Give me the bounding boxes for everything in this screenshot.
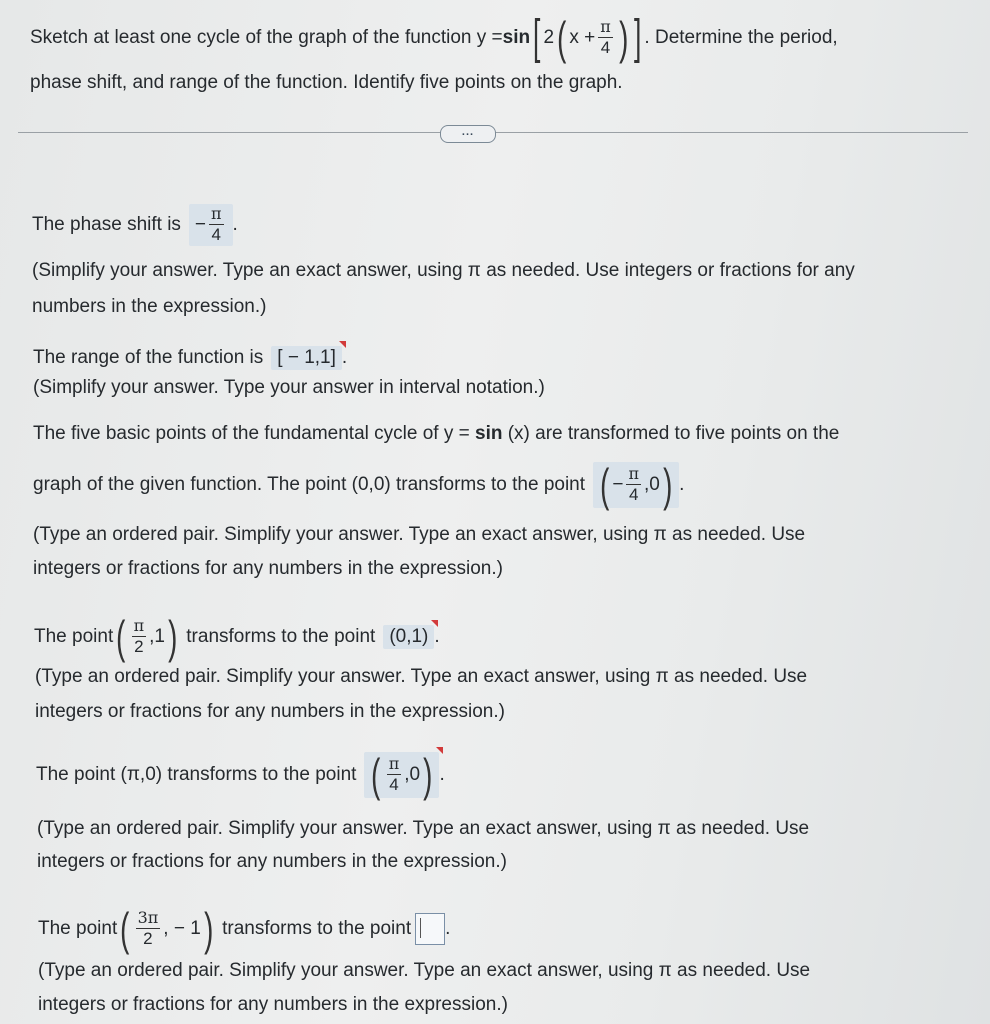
range-label: The range of the function is xyxy=(33,347,264,368)
point4-answer-input[interactable] xyxy=(415,913,445,945)
function-coefficient: 2 xyxy=(543,27,555,48)
point3-hint-2: integers or fractions for any numbers in the expression.) xyxy=(37,851,507,872)
point1-line xyxy=(33,459,685,511)
left-paren: ( xyxy=(120,903,130,955)
point2-source-fraction xyxy=(132,618,147,656)
left-paren: ( xyxy=(557,12,567,64)
question-intro-end: . Determine the period, xyxy=(644,27,838,48)
feedback-flag-icon xyxy=(436,747,443,754)
point2-hint-2: integers or fractions for any numbers in the expression.) xyxy=(35,701,505,722)
point4-source-tail: , − 1 xyxy=(163,918,201,939)
left-bracket: [ xyxy=(533,11,541,64)
phase-shift-answer[interactable] xyxy=(189,204,233,246)
range-line xyxy=(33,346,347,370)
phase-shift-line xyxy=(32,204,238,246)
five-points-intro-a: The five basic points of the fundamental cycle of y = xyxy=(33,423,475,444)
question-line-1 xyxy=(30,11,838,64)
range-end: . xyxy=(341,347,348,368)
right-paren: ) xyxy=(423,749,433,801)
point2-source-numerator: π xyxy=(133,616,145,636)
phase-shift-fraction xyxy=(209,206,224,244)
right-paren: ) xyxy=(662,459,673,511)
point4-end: . xyxy=(445,918,451,939)
point3-fraction xyxy=(387,756,402,794)
question-line-2: phase shift, and range of the function. Identify five points on the graph. xyxy=(30,72,623,93)
left-paren: ( xyxy=(600,459,610,511)
point2-answer-value: (0,1) xyxy=(389,626,429,647)
point2-source-denominator: 2 xyxy=(134,636,144,656)
point2-end: . xyxy=(434,626,440,647)
point1-hint-2: integers or fractions for any numbers in the expression.) xyxy=(33,558,503,579)
feedback-flag-icon xyxy=(431,620,438,627)
point4-source-denominator: 2 xyxy=(143,928,153,948)
point4-source-fraction xyxy=(136,910,161,948)
right-paren: ) xyxy=(168,611,178,663)
point1-answer[interactable] xyxy=(593,459,679,511)
point3-hint-1: (Type an ordered pair. Simplify your answer. Type an exact answer, using π as needed. Use xyxy=(37,818,810,839)
point1-end: . xyxy=(679,474,685,495)
point3-denominator: 4 xyxy=(389,774,399,794)
phase-shift-numerator: π xyxy=(211,204,222,223)
fraction-numerator: π xyxy=(600,17,611,37)
point4-hint-1: (Type an ordered pair. Simplify your answer. Type an exact answer, using π as needed. Use xyxy=(38,960,811,981)
phase-shift-end: . xyxy=(232,213,238,235)
function-name: sin xyxy=(502,27,531,48)
point3-end: . xyxy=(439,764,445,785)
point2-source-tail: ,1 xyxy=(149,626,165,647)
phase-shift-hint-2: numbers in the expression.) xyxy=(32,296,267,317)
five-points-intro xyxy=(33,423,839,445)
phase-shift-hint-1: (Simplify your answer. Type an exact answer, using π as needed. Use integers or fractions for any xyxy=(32,260,855,281)
point3-numerator: π xyxy=(388,754,400,774)
point4-line xyxy=(38,903,451,955)
fraction-denominator: 4 xyxy=(600,37,611,57)
feedback-flag-icon xyxy=(339,341,346,348)
point4-hint-2: integers or fractions for any numbers in the expression.) xyxy=(38,994,508,1015)
point1-numerator: π xyxy=(628,464,639,484)
point4-source-numerator: 3π xyxy=(137,908,159,928)
five-points-intro-b: (x) are transformed to five points on the xyxy=(507,423,840,444)
range-answer[interactable] xyxy=(271,346,342,370)
point1-sign: − xyxy=(612,474,624,495)
point2-mid: transforms to the point xyxy=(186,626,376,647)
five-points-sin: sin xyxy=(475,423,503,444)
function-fraction xyxy=(598,19,613,57)
range-hint: (Simplify your answer. Type your answer in interval notation.) xyxy=(33,377,545,398)
point3-answer[interactable] xyxy=(364,749,439,801)
right-paren: ) xyxy=(203,903,214,955)
point3-label: The point (π,0) transforms to the point xyxy=(36,764,357,785)
question-intro: Sketch at least one cycle of the graph of the function y = xyxy=(30,27,503,48)
point1-hint-1: (Type an ordered pair. Simplify your answer. Type an exact answer, using π as needed. Use xyxy=(33,524,806,545)
phase-shift-sign: − xyxy=(194,213,207,235)
phase-shift-denominator: 4 xyxy=(211,224,222,244)
point3-tail: ,0 xyxy=(404,764,421,785)
right-bracket: ] xyxy=(634,11,642,64)
point1-tail: ,0 xyxy=(643,474,660,495)
phase-shift-label: The phase shift is xyxy=(32,213,181,235)
point2-answer[interactable] xyxy=(383,625,434,649)
right-paren: ) xyxy=(618,12,629,64)
more-options-button[interactable]: ... xyxy=(440,125,496,143)
point2-hint-1: (Type an ordered pair. Simplify your answer. Type an exact answer, using π as needed. Use xyxy=(35,666,808,687)
point3-line xyxy=(36,749,445,801)
point2-line xyxy=(34,611,440,663)
point1-label: graph of the given function. The point (0,0) transforms to the point xyxy=(33,474,586,495)
point1-fraction xyxy=(626,466,641,504)
point4-mid: transforms to the point xyxy=(222,918,412,939)
point2-label: The point xyxy=(34,626,114,647)
point1-denominator: 4 xyxy=(628,484,639,504)
point4-label: The point xyxy=(38,918,118,939)
range-value: [ − 1,1] xyxy=(277,347,336,368)
left-paren: ( xyxy=(371,749,381,801)
function-variable: x + xyxy=(569,27,596,48)
left-paren: ( xyxy=(116,611,126,663)
